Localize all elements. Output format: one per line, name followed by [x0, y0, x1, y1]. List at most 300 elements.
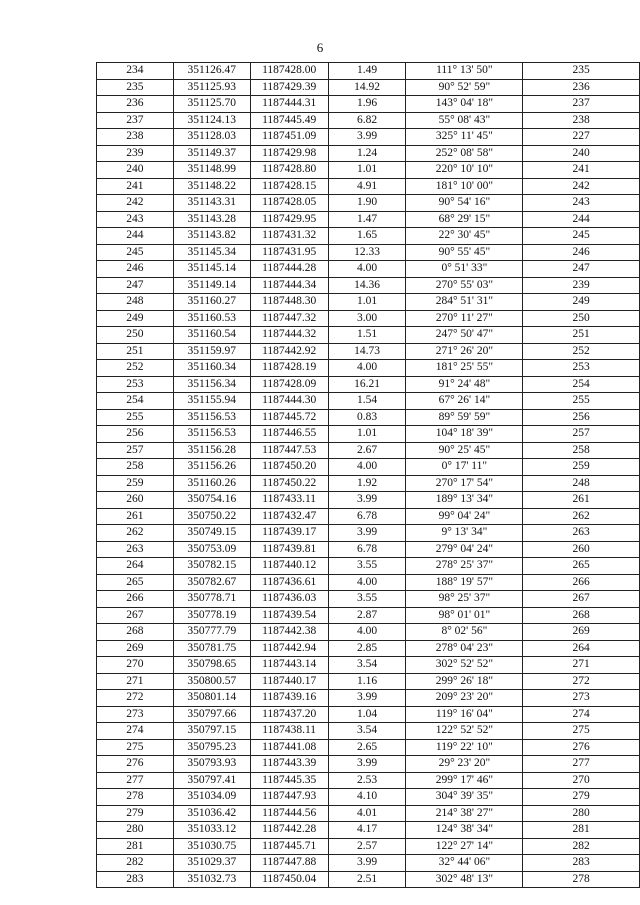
cell-distance: 6.82: [328, 112, 406, 129]
cell-bearing: 304° 39' 35": [406, 789, 523, 806]
cell-next-point: 283: [523, 855, 640, 872]
table-row: [97, 112, 640, 129]
cell-distance: 3.00: [328, 310, 406, 327]
cell-y-coordinate: 1187438.11: [250, 723, 328, 740]
cell-next-point: 265: [523, 558, 640, 575]
cell-next-point: 266: [523, 574, 640, 591]
table-row: [97, 310, 640, 327]
cell-y-coordinate: 1187451.09: [250, 129, 328, 146]
cell-next-point: 263: [523, 525, 640, 542]
cell-point-number: 252: [97, 360, 174, 377]
cell-bearing: 0° 51' 33": [406, 261, 523, 278]
cell-distance: 4.00: [328, 624, 406, 641]
cell-bearing: 279° 04' 24": [406, 541, 523, 558]
table-row: [97, 690, 640, 707]
cell-next-point: 240: [523, 145, 640, 162]
cell-y-coordinate: 1187444.28: [250, 261, 328, 278]
cell-x-coordinate: 350777.79: [173, 624, 250, 641]
cell-bearing: 252° 08' 58": [406, 145, 523, 162]
cell-bearing: 270° 17' 54": [406, 475, 523, 492]
cell-next-point: 227: [523, 129, 640, 146]
cell-x-coordinate: 351160.26: [173, 475, 250, 492]
cell-x-coordinate: 350800.57: [173, 673, 250, 690]
cell-distance: 4.00: [328, 574, 406, 591]
cell-y-coordinate: 1187429.98: [250, 145, 328, 162]
cell-distance: 4.00: [328, 261, 406, 278]
cell-y-coordinate: 1187433.11: [250, 492, 328, 509]
table-row: [97, 79, 640, 96]
cell-point-number: 273: [97, 706, 174, 723]
table-row: [97, 525, 640, 542]
cell-y-coordinate: 1187450.22: [250, 475, 328, 492]
cell-point-number: 263: [97, 541, 174, 558]
table-row: [97, 162, 640, 179]
cell-next-point: 275: [523, 723, 640, 740]
cell-bearing: 299° 17' 46": [406, 772, 523, 789]
cell-y-coordinate: 1187431.95: [250, 244, 328, 261]
cell-y-coordinate: 1187445.49: [250, 112, 328, 129]
cell-distance: 3.99: [328, 525, 406, 542]
table-row: [97, 426, 640, 443]
cell-bearing: 270° 11' 27": [406, 310, 523, 327]
cell-y-coordinate: 1187429.95: [250, 211, 328, 228]
cell-bearing: 22° 30' 45": [406, 228, 523, 245]
cell-distance: 1.65: [328, 228, 406, 245]
cell-point-number: 247: [97, 277, 174, 294]
cell-x-coordinate: 350798.65: [173, 657, 250, 674]
cell-next-point: 271: [523, 657, 640, 674]
cell-distance: 3.99: [328, 855, 406, 872]
cell-distance: 1.54: [328, 393, 406, 410]
cell-y-coordinate: 1187447.53: [250, 442, 328, 459]
cell-bearing: 0° 17' 11": [406, 459, 523, 476]
cell-y-coordinate: 1187447.32: [250, 310, 328, 327]
cell-point-number: 270: [97, 657, 174, 674]
cell-distance: 2.51: [328, 871, 406, 888]
cell-x-coordinate: 350754.16: [173, 492, 250, 509]
table-row: [97, 178, 640, 195]
cell-y-coordinate: 1187442.28: [250, 822, 328, 839]
cell-distance: 1.24: [328, 145, 406, 162]
cell-x-coordinate: 350793.93: [173, 756, 250, 773]
cell-distance: 4.00: [328, 360, 406, 377]
table-row: [97, 723, 640, 740]
cell-x-coordinate: 351124.13: [173, 112, 250, 129]
cell-point-number: 242: [97, 195, 174, 212]
cell-y-coordinate: 1187450.20: [250, 459, 328, 476]
cell-x-coordinate: 351143.28: [173, 211, 250, 228]
table-row: [97, 409, 640, 426]
cell-x-coordinate: 351030.75: [173, 838, 250, 855]
cell-x-coordinate: 351156.26: [173, 459, 250, 476]
cell-next-point: 238: [523, 112, 640, 129]
cell-point-number: 250: [97, 327, 174, 344]
cell-point-number: 254: [97, 393, 174, 410]
cell-distance: 12.33: [328, 244, 406, 261]
cell-next-point: 269: [523, 624, 640, 641]
cell-bearing: 9° 13' 34": [406, 525, 523, 542]
cell-distance: 3.54: [328, 723, 406, 740]
cell-point-number: 261: [97, 508, 174, 525]
cell-y-coordinate: 1187442.92: [250, 343, 328, 360]
cell-x-coordinate: 351149.37: [173, 145, 250, 162]
cell-bearing: 271° 26' 20": [406, 343, 523, 360]
cell-distance: 2.65: [328, 739, 406, 756]
cell-bearing: 122° 52' 52": [406, 723, 523, 740]
cell-y-coordinate: 1187443.14: [250, 657, 328, 674]
cell-distance: 1.92: [328, 475, 406, 492]
cell-point-number: 280: [97, 822, 174, 839]
cell-distance: 16.21: [328, 376, 406, 393]
cell-distance: 4.01: [328, 805, 406, 822]
cell-point-number: 260: [97, 492, 174, 509]
cell-distance: 3.55: [328, 591, 406, 608]
cell-distance: 1.04: [328, 706, 406, 723]
cell-x-coordinate: 351145.34: [173, 244, 250, 261]
cell-bearing: 89° 59' 59": [406, 409, 523, 426]
cell-x-coordinate: 350778.19: [173, 607, 250, 624]
cell-x-coordinate: 350750.22: [173, 508, 250, 525]
cell-y-coordinate: 1187448.30: [250, 294, 328, 311]
cell-bearing: 90° 25' 45": [406, 442, 523, 459]
cell-y-coordinate: 1187428.80: [250, 162, 328, 179]
cell-next-point: 282: [523, 838, 640, 855]
cell-point-number: 277: [97, 772, 174, 789]
cell-y-coordinate: 1187444.34: [250, 277, 328, 294]
cell-distance: 1.47: [328, 211, 406, 228]
cell-next-point: 248: [523, 475, 640, 492]
cell-y-coordinate: 1187439.54: [250, 607, 328, 624]
cell-y-coordinate: 1187444.30: [250, 393, 328, 410]
cell-distance: 2.67: [328, 442, 406, 459]
cell-bearing: 98° 01' 01": [406, 607, 523, 624]
table-row: [97, 855, 640, 872]
table-row: [97, 624, 640, 641]
cell-y-coordinate: 1187436.03: [250, 591, 328, 608]
cell-bearing: 122° 27' 14": [406, 838, 523, 855]
cell-x-coordinate: 351159.97: [173, 343, 250, 360]
table-row: [97, 640, 640, 657]
cell-distance: 1.96: [328, 96, 406, 113]
cell-next-point: 261: [523, 492, 640, 509]
table-row: [97, 129, 640, 146]
cell-bearing: 143° 04' 18": [406, 96, 523, 113]
cell-bearing: 29° 23' 20": [406, 756, 523, 773]
cell-next-point: 258: [523, 442, 640, 459]
cell-y-coordinate: 1187441.08: [250, 739, 328, 756]
cell-bearing: 124° 38' 34": [406, 822, 523, 839]
cell-y-coordinate: 1187428.15: [250, 178, 328, 195]
cell-point-number: 271: [97, 673, 174, 690]
cell-x-coordinate: 351032.73: [173, 871, 250, 888]
cell-distance: 6.78: [328, 541, 406, 558]
cell-bearing: 8° 02' 56": [406, 624, 523, 641]
cell-distance: 2.53: [328, 772, 406, 789]
table-row: [97, 756, 640, 773]
cell-next-point: 249: [523, 294, 640, 311]
cell-distance: 3.99: [328, 756, 406, 773]
cell-y-coordinate: 1187447.93: [250, 789, 328, 806]
cell-y-coordinate: 1187428.05: [250, 195, 328, 212]
table-row: [97, 591, 640, 608]
cell-point-number: 274: [97, 723, 174, 740]
cell-next-point: 274: [523, 706, 640, 723]
cell-x-coordinate: 350797.41: [173, 772, 250, 789]
table-row: [97, 195, 640, 212]
cell-next-point: 260: [523, 541, 640, 558]
table-row: [97, 838, 640, 855]
cell-point-number: 272: [97, 690, 174, 707]
cell-point-number: 268: [97, 624, 174, 641]
cell-y-coordinate: 1187439.81: [250, 541, 328, 558]
cell-y-coordinate: 1187428.09: [250, 376, 328, 393]
cell-next-point: 256: [523, 409, 640, 426]
cell-x-coordinate: 350797.15: [173, 723, 250, 740]
cell-bearing: 278° 25' 37": [406, 558, 523, 575]
cell-next-point: 250: [523, 310, 640, 327]
table-row: [97, 574, 640, 591]
cell-x-coordinate: 351156.53: [173, 409, 250, 426]
cell-next-point: 245: [523, 228, 640, 245]
cell-bearing: 91° 24' 48": [406, 376, 523, 393]
table-row: [97, 261, 640, 278]
table-row: [97, 805, 640, 822]
cell-point-number: 244: [97, 228, 174, 245]
cell-point-number: 234: [97, 63, 174, 80]
table-row: [97, 739, 640, 756]
cell-distance: 1.90: [328, 195, 406, 212]
cell-x-coordinate: 351126.47: [173, 63, 250, 80]
cell-x-coordinate: 351160.53: [173, 310, 250, 327]
cell-point-number: 257: [97, 442, 174, 459]
cell-point-number: 243: [97, 211, 174, 228]
cell-y-coordinate: 1187439.17: [250, 525, 328, 542]
cell-next-point: 255: [523, 393, 640, 410]
table-row: [97, 343, 640, 360]
cell-x-coordinate: 351143.82: [173, 228, 250, 245]
cell-x-coordinate: 351148.22: [173, 178, 250, 195]
table-row: [97, 706, 640, 723]
cell-distance: 1.01: [328, 426, 406, 443]
cell-y-coordinate: 1187446.55: [250, 426, 328, 443]
cell-x-coordinate: 350782.67: [173, 574, 250, 591]
cell-y-coordinate: 1187429.39: [250, 79, 328, 96]
cell-point-number: 249: [97, 310, 174, 327]
cell-bearing: 181° 10' 00": [406, 178, 523, 195]
cell-distance: 3.99: [328, 690, 406, 707]
cell-distance: 2.87: [328, 607, 406, 624]
cell-bearing: 119° 16' 04": [406, 706, 523, 723]
cell-next-point: 241: [523, 162, 640, 179]
table-row: [97, 442, 640, 459]
cell-bearing: 188° 19' 57": [406, 574, 523, 591]
cell-distance: 6.78: [328, 508, 406, 525]
table-row: [97, 145, 640, 162]
cell-bearing: 90° 54' 16": [406, 195, 523, 212]
cell-point-number: 240: [97, 162, 174, 179]
cell-distance: 1.01: [328, 162, 406, 179]
cell-bearing: 325° 11' 45": [406, 129, 523, 146]
cell-bearing: 299° 26' 18": [406, 673, 523, 690]
cell-bearing: 55° 08' 43": [406, 112, 523, 129]
cell-y-coordinate: 1187428.19: [250, 360, 328, 377]
cell-x-coordinate: 351125.70: [173, 96, 250, 113]
table-row: [97, 772, 640, 789]
cell-x-coordinate: 351125.93: [173, 79, 250, 96]
cell-point-number: 255: [97, 409, 174, 426]
cell-distance: 2.57: [328, 838, 406, 855]
cell-distance: 3.99: [328, 129, 406, 146]
cell-x-coordinate: 350797.66: [173, 706, 250, 723]
cell-point-number: 282: [97, 855, 174, 872]
cell-x-coordinate: 350753.09: [173, 541, 250, 558]
cell-bearing: 68° 29' 15": [406, 211, 523, 228]
table-row: [97, 63, 640, 80]
cell-next-point: 252: [523, 343, 640, 360]
cell-y-coordinate: 1187440.12: [250, 558, 328, 575]
cell-next-point: 237: [523, 96, 640, 113]
cell-bearing: 302° 52' 52": [406, 657, 523, 674]
table-row: [97, 657, 640, 674]
cell-next-point: 257: [523, 426, 640, 443]
cell-x-coordinate: 351036.42: [173, 805, 250, 822]
table-row: [97, 244, 640, 261]
cell-distance: 4.17: [328, 822, 406, 839]
cell-next-point: 247: [523, 261, 640, 278]
cell-next-point: 268: [523, 607, 640, 624]
cell-distance: 4.00: [328, 459, 406, 476]
table-row: [97, 871, 640, 888]
cell-bearing: 220° 10' 10": [406, 162, 523, 179]
cell-bearing: 32° 44' 06": [406, 855, 523, 872]
cell-x-coordinate: 351143.31: [173, 195, 250, 212]
cell-next-point: 281: [523, 822, 640, 839]
cell-y-coordinate: 1187442.38: [250, 624, 328, 641]
cell-point-number: 246: [97, 261, 174, 278]
cell-x-coordinate: 350782.15: [173, 558, 250, 575]
cell-distance: 1.51: [328, 327, 406, 344]
table-row: [97, 360, 640, 377]
cell-bearing: 181° 25' 55": [406, 360, 523, 377]
cell-bearing: 104° 18' 39": [406, 426, 523, 443]
cell-next-point: 246: [523, 244, 640, 261]
table-row: [97, 211, 640, 228]
cell-y-coordinate: 1187442.94: [250, 640, 328, 657]
cell-bearing: 90° 52' 59": [406, 79, 523, 96]
cell-x-coordinate: 350781.75: [173, 640, 250, 657]
cell-point-number: 267: [97, 607, 174, 624]
cell-point-number: 238: [97, 129, 174, 146]
cell-next-point: 244: [523, 211, 640, 228]
cell-y-coordinate: 1187444.56: [250, 805, 328, 822]
cell-x-coordinate: 351160.34: [173, 360, 250, 377]
cell-x-coordinate: 351148.99: [173, 162, 250, 179]
cell-point-number: 239: [97, 145, 174, 162]
cell-next-point: 270: [523, 772, 640, 789]
cell-bearing: 111° 13' 50": [406, 63, 523, 80]
cell-x-coordinate: 351029.37: [173, 855, 250, 872]
cell-y-coordinate: 1187437.20: [250, 706, 328, 723]
cell-y-coordinate: 1187444.32: [250, 327, 328, 344]
cell-bearing: 189° 13' 34": [406, 492, 523, 509]
cell-point-number: 283: [97, 871, 174, 888]
cell-next-point: 273: [523, 690, 640, 707]
page-number: 6: [316, 40, 324, 55]
cell-distance: 1.01: [328, 294, 406, 311]
cell-distance: 2.85: [328, 640, 406, 657]
cell-x-coordinate: 351034.09: [173, 789, 250, 806]
cell-next-point: 262: [523, 508, 640, 525]
cell-bearing: 284° 51' 31": [406, 294, 523, 311]
cell-y-coordinate: 1187445.35: [250, 772, 328, 789]
cell-distance: 14.36: [328, 277, 406, 294]
cell-bearing: 99° 04' 24": [406, 508, 523, 525]
cell-bearing: 278° 04' 23": [406, 640, 523, 657]
cell-point-number: 266: [97, 591, 174, 608]
cell-x-coordinate: 350795.23: [173, 739, 250, 756]
cell-y-coordinate: 1187443.39: [250, 756, 328, 773]
cell-x-coordinate: 351145.14: [173, 261, 250, 278]
cell-distance: 1.49: [328, 63, 406, 80]
cell-point-number: 245: [97, 244, 174, 261]
cell-distance: 3.99: [328, 492, 406, 509]
cell-distance: 3.55: [328, 558, 406, 575]
cell-y-coordinate: 1187432.47: [250, 508, 328, 525]
table-row: [97, 673, 640, 690]
cell-y-coordinate: 1187439.16: [250, 690, 328, 707]
cell-x-coordinate: 351156.34: [173, 376, 250, 393]
cell-y-coordinate: 1187445.71: [250, 838, 328, 855]
cell-point-number: 259: [97, 475, 174, 492]
table-row: [97, 459, 640, 476]
table-row: [97, 327, 640, 344]
cell-x-coordinate: 351160.54: [173, 327, 250, 344]
cell-next-point: 259: [523, 459, 640, 476]
cell-bearing: 67° 26' 14": [406, 393, 523, 410]
cell-x-coordinate: 351128.03: [173, 129, 250, 146]
cell-next-point: 280: [523, 805, 640, 822]
cell-next-point: 239: [523, 277, 640, 294]
cell-point-number: 262: [97, 525, 174, 542]
cell-x-coordinate: 350801.14: [173, 690, 250, 707]
cell-point-number: 237: [97, 112, 174, 129]
cell-x-coordinate: 351155.94: [173, 393, 250, 410]
cell-distance: 4.91: [328, 178, 406, 195]
cell-y-coordinate: 1187447.88: [250, 855, 328, 872]
cell-point-number: 278: [97, 789, 174, 806]
cell-y-coordinate: 1187450.04: [250, 871, 328, 888]
cell-bearing: 214° 38' 27": [406, 805, 523, 822]
table-row: [97, 96, 640, 113]
table-row: [97, 294, 640, 311]
table-row: [97, 228, 640, 245]
cell-point-number: 235: [97, 79, 174, 96]
cell-next-point: 253: [523, 360, 640, 377]
cell-next-point: 236: [523, 79, 640, 96]
cell-next-point: 272: [523, 673, 640, 690]
cell-x-coordinate: 351033.12: [173, 822, 250, 839]
cell-distance: 14.73: [328, 343, 406, 360]
cell-bearing: 98° 25' 37": [406, 591, 523, 608]
cell-y-coordinate: 1187444.31: [250, 96, 328, 113]
cell-x-coordinate: 351160.27: [173, 294, 250, 311]
cell-x-coordinate: 351156.28: [173, 442, 250, 459]
cell-x-coordinate: 350778.71: [173, 591, 250, 608]
cell-next-point: 267: [523, 591, 640, 608]
coordinates-table-body: [97, 63, 640, 888]
cell-point-number: 265: [97, 574, 174, 591]
cell-bearing: 119° 22' 10": [406, 739, 523, 756]
